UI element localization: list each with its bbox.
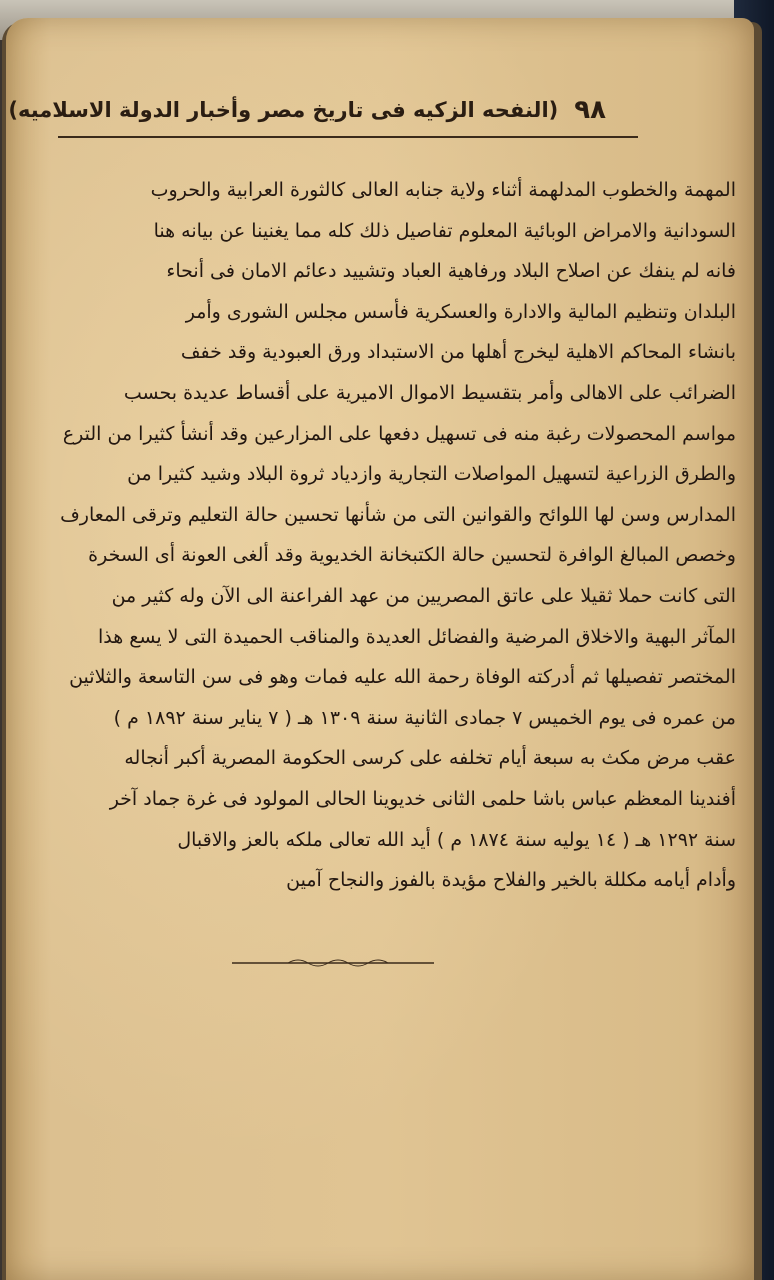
text-line-16: أفندينا المعظم عباس باشا حلمى الثانى خديوينا الحالى المولود فى غرة جماد آخر: [109, 787, 736, 810]
header-rule: [58, 136, 638, 138]
text-line-11: التى كانت حملا ثقيلا على عاتق المصريين من عهد الفراعنة الى الآن وله كثير من: [111, 584, 736, 607]
book-page: [6, 18, 754, 1280]
body-text: [34, 170, 736, 901]
page-number: ٩٨: [574, 95, 606, 125]
text-line-6: الضرائب على الاهالى وأمر بتقسيط الاموال الاميرية على أقساط عديدة بحسب: [123, 381, 736, 404]
text-line-15: عقب مرض مكث به سبعة أيام تخلفه على كرسى الحكومة المصرية أكبر أنجاله: [124, 747, 736, 770]
text-line-17: سنة ١٢٩٢ هـ ( ١٤ يوليه سنة ١٨٧٤ م ) أيد الله تعالى ملكه بالعز والاقبال: [177, 828, 736, 851]
page-header: [8, 88, 606, 132]
text-line-9: المدارس وسن لها اللوائح والقوانين التى من شأنها تحسين حالة التعليم وترقى المعارف: [60, 503, 736, 526]
running-title: (النفحه الزكيه فى تاريخ مصر وأخبار الدولة الاسلاميه): [8, 98, 559, 122]
text-line-4: البلدان وتنظيم المالية والادارة والعسكرية فأسس مجلس الشورى وأمر: [185, 300, 736, 323]
text-line-7: مواسم المحصولات رغبة منه فى تسهيل دفعها على المزارعين وقد أنشأ كثيرا من الترع: [62, 422, 736, 445]
text-line-12: المآثر البهية والاخلاق المرضية والفضائل العديدة والمناقب الحميدة التى لا يسع هذا: [97, 625, 736, 648]
text-line-10: وخصص المبالغ الوافرة لتحسين حالة الكتبخانة الخديوية وقد ألغى العونة أى السخرة: [88, 544, 736, 567]
end-ornament: [228, 956, 438, 970]
text-line-18: وأدام أيامه مكللة بالخير والفلاح مؤيدة بالفوز والنجاح آمين: [286, 869, 736, 892]
text-line-1: المهمة والخطوب المدلهمة أثناء ولاية جنابه العالى كالثورة العرابية والحروب: [150, 179, 736, 201]
text-line-5: بانشاء المحاكم الاهلية ليخرج أهلها من الاستبداد ورق العبودية وقد خفف: [180, 341, 736, 364]
text-line-13: المختصر تفصيلها ثم أدركته الوفاة رحمة الله عليه فمات وهو فى سن التاسعة والثلاثين: [69, 666, 736, 689]
text-line-2: السودانية والامراض الوبائية المعلوم تفاصيل ذلك كله مما يغنينا عن بيانه هنا: [153, 219, 736, 242]
text-line-8: والطرق الزراعية لتسهيل المواصلات التجارية وازدياد ثروة البلاد وشيد كثيرا من: [127, 463, 736, 486]
text-line-14: من عمره فى يوم الخميس ٧ جمادى الثانية سنة ١٣٠٩ هـ ( ٧ يناير سنة ١٨٩٢ م ): [113, 706, 736, 729]
text-line-3: فانه لم ينفك عن اصلاح البلاد ورفاهية العباد وتشييد دعائم الامان فى أنحاء: [166, 260, 736, 283]
